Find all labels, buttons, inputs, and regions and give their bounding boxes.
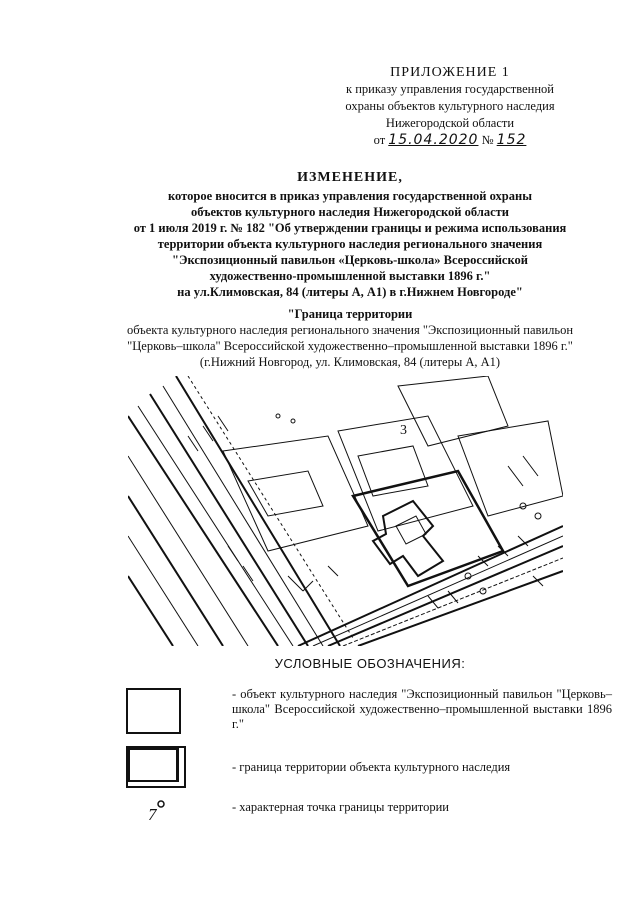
changes-line: художественно-промышленной выставки 1896 г." <box>209 269 491 283</box>
cadastral-map <box>128 376 563 646</box>
legend-point-desc: - характерная точка границы территории <box>232 800 449 814</box>
date-prefix: от <box>373 133 386 147</box>
boundary-line: (г.Нижний Новгород, ул. Климовская, 84 (литеры А, А1) <box>199 355 501 369</box>
changes-line: от 1 июля 2019 г. № 182 "Об утверждении границы и режима использования <box>133 221 567 235</box>
appendix-date-line <box>300 132 600 149</box>
appendix-title: ПРИЛОЖЕНИЕ 1 <box>390 65 510 80</box>
legend-boundary-symbol <box>126 746 184 786</box>
changes-block <box>70 170 630 300</box>
appendix-line: охраны объектов культурного наследия <box>345 99 555 113</box>
changes-line: территории объекта культурного наследия регионального значения <box>157 237 543 251</box>
number-prefix: № <box>481 133 494 147</box>
changes-line: на ул.Климовская, 84 (литеры А, А1) в г.Нижнем Новгороде" <box>177 285 523 299</box>
map-label: 3 <box>400 423 407 438</box>
point-circle-icon <box>156 799 166 809</box>
boundary-line: "Церковь–школа" Всероссийской художественно–промышленной выставки 1896 г." <box>127 339 573 353</box>
legend-point-symbol <box>148 797 178 827</box>
appendix-line: Нижегородской области <box>385 116 515 130</box>
legend-heading: УСЛОВНЫЕ ОБОЗНАЧЕНИЯ: <box>274 656 466 671</box>
appendix-line: к приказу управления государственной <box>346 82 554 96</box>
boundary-line: объекта культурного наследия регионального значения "Экспозиционный павильон <box>126 323 574 337</box>
boundary-caption <box>60 306 640 370</box>
legend-boundary-desc: - граница территории объекта культурного наследия <box>232 760 511 774</box>
date-value: 15.04.2020 <box>388 132 479 148</box>
changes-line: объектов культурного наследия Нижегородской области <box>191 205 509 219</box>
boundary-title: "Граница территории <box>287 307 413 321</box>
changes-line: "Экспозиционный павильон «Церковь-школа» Всероссийской <box>172 253 528 267</box>
legend-object-desc: - объект культурного наследия "Экспозиционный павильон "Церковь–школа" Всероссийской художественно–промышленной выставки 1896 г." <box>232 687 612 731</box>
changes-heading: ИЗМЕНЕНИЕ, <box>297 170 403 185</box>
point-number: 7 <box>148 805 157 824</box>
appendix-block <box>300 64 600 149</box>
legend-object-symbol <box>126 688 181 734</box>
changes-line: которое вносится в приказ управления государственной охраны <box>168 189 532 203</box>
number-value: 152 <box>496 132 527 148</box>
